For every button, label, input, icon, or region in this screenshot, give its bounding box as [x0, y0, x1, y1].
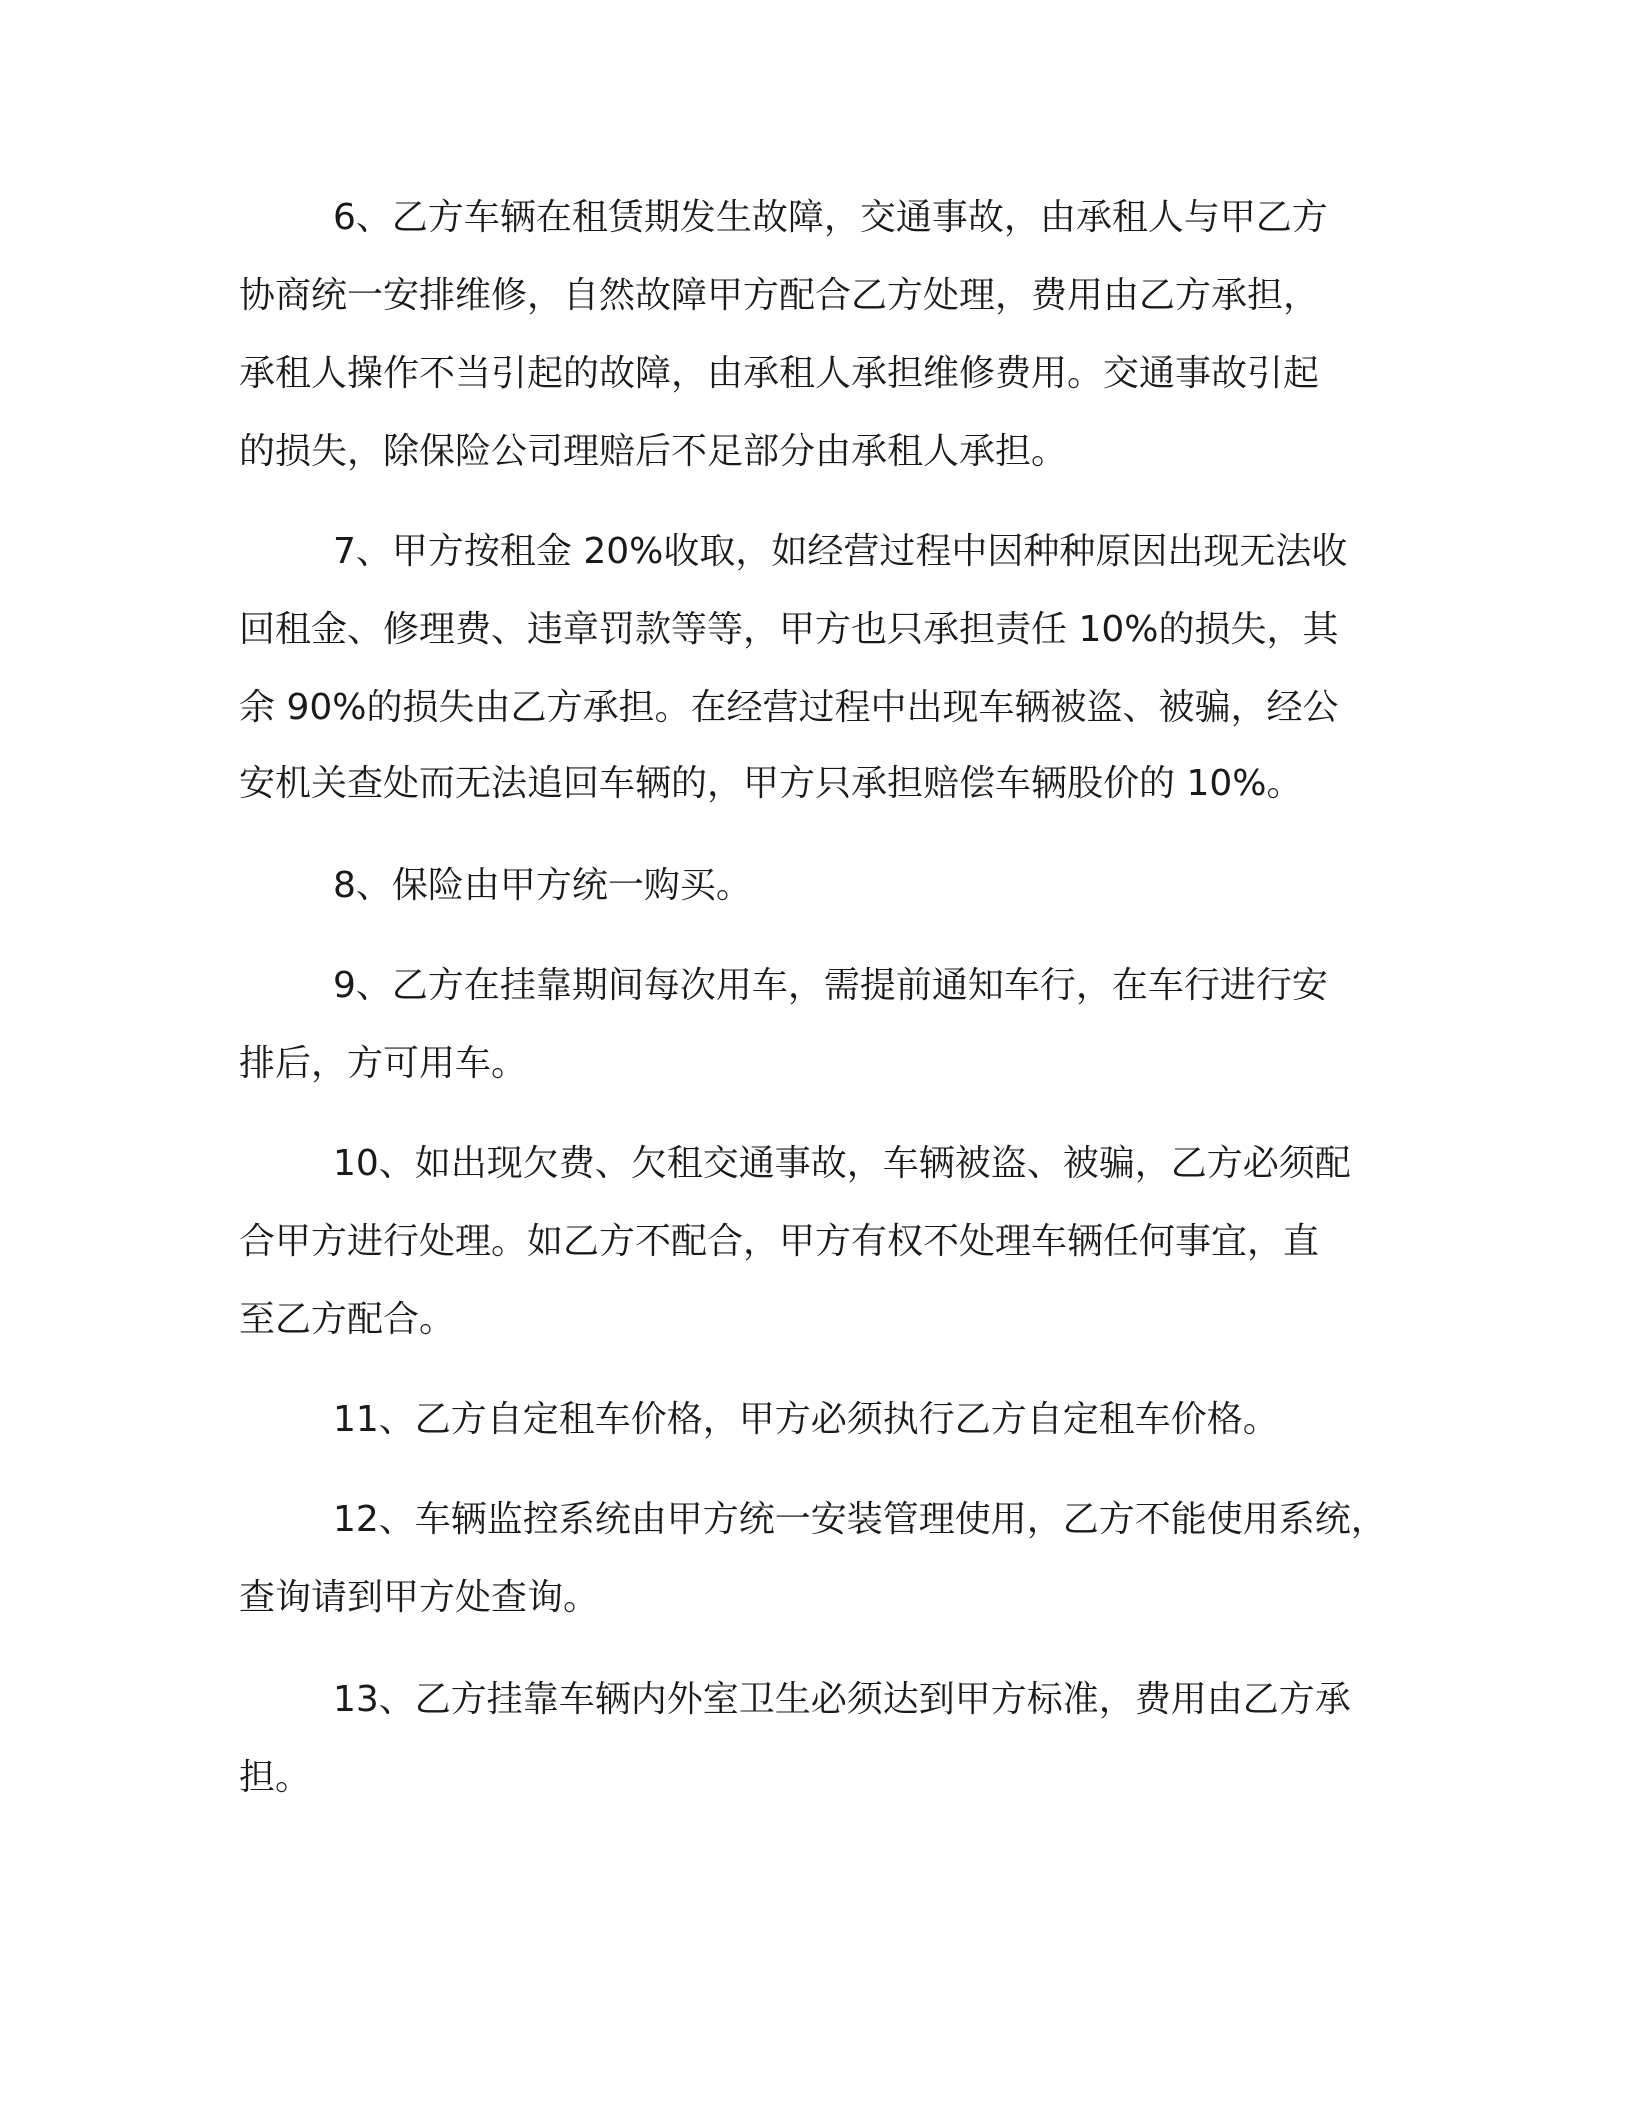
clause-12-line-2: 查询请到甲方处查询。	[239, 1577, 600, 1618]
clause-12-line-1: 12、车辆监控系统由甲方统一安装管理使用，乙方不能使用系统，	[333, 1499, 1387, 1540]
clause-7-line-2: 回租金、修理费、违章罚款等等，甲方也只承担责任 10%的损失，其	[239, 609, 1339, 650]
clause-7-line-1: 7、甲方按租金 20%收取，如经营过程中因种种原因出现无法收	[333, 531, 1348, 572]
clause-6-line-4: 的损失，除保险公司理赔后不足部分由承租人承担。	[239, 431, 1068, 472]
clause-10-line-3: 至乙方配合。	[239, 1299, 456, 1340]
clause-9-line-1: 9、乙方在挂靠期间每次用车，需提前通知车行，在车行进行安	[333, 965, 1328, 1006]
clause-7-line-3: 余 90%的损失由乙方承担。在经营过程中出现车辆被盗、被骗，经公	[239, 687, 1339, 728]
clause-9-line-2: 排后，方可用车。	[239, 1043, 528, 1084]
clause-6-line-2: 协商统一安排维修，自然故障甲方配合乙方处理，费用由乙方承担，	[239, 275, 1320, 316]
clause-10-line-1: 10、如出现欠费、欠租交通事故，车辆被盗、被骗，乙方必须配	[333, 1143, 1351, 1184]
clause-13-line-2: 担。	[239, 1757, 312, 1798]
clause-6-line-1: 6、乙方车辆在租赁期发生故障，交通事故，由承租人与甲乙方	[333, 197, 1328, 238]
clause-8-line-1: 8、保险由甲方统一购买。	[333, 865, 752, 906]
clause-11-line-1: 11、乙方自定租车价格，甲方必须执行乙方自定租车价格。	[333, 1399, 1279, 1440]
clause-7-line-4: 安机关查处而无法追回车辆的，甲方只承担赔偿车辆股价的 10%。	[239, 763, 1303, 804]
clause-13-line-1: 13、乙方挂靠车辆内外室卫生必须达到甲方标准，费用由乙方承	[333, 1679, 1351, 1720]
clause-6-line-3: 承租人操作不当引起的故障，由承租人承担维修费用。交通事故引起	[239, 353, 1320, 394]
clause-10-line-2: 合甲方进行处理。如乙方不配合，甲方有权不处理车辆任何事宜，直	[239, 1221, 1320, 1262]
